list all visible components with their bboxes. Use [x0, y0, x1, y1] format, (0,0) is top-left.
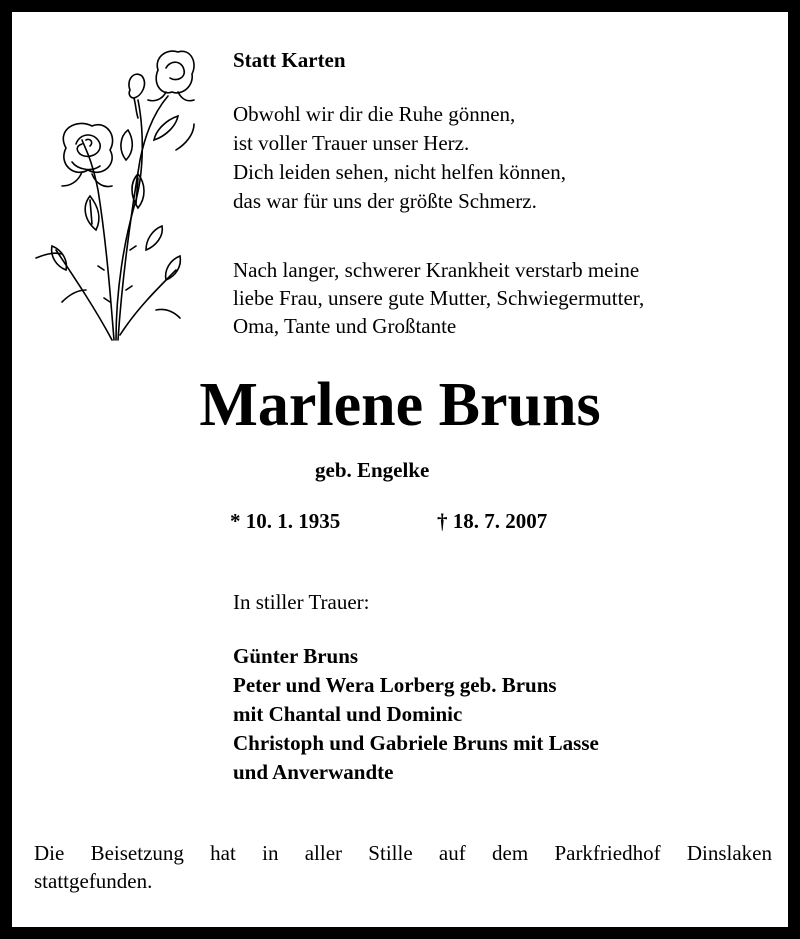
poem-line: Dich leiden sehen, nicht helfen können,: [233, 160, 566, 184]
mourner-line: Peter und Wera Lorberg geb. Bruns: [233, 673, 557, 697]
mourners-list: [233, 642, 599, 787]
intro-heading: Statt Karten: [233, 48, 346, 72]
mourner-line: und Anverwandte: [233, 760, 394, 784]
death-date: † 18. 7. 2007: [437, 509, 548, 533]
mourner-line: Christoph und Gabriele Bruns mit Lasse: [233, 731, 599, 755]
notice-line: Oma, Tante und Großtante: [233, 314, 457, 338]
mourner-line: Günter Bruns: [233, 644, 359, 668]
poem-line: ist voller Trauer unser Herz.: [233, 131, 470, 155]
burial-line: stattgefunden.: [34, 869, 153, 893]
notice-line: Nach langer, schwerer Krankheit verstarb meine: [233, 258, 640, 282]
rose-illustration: [26, 40, 206, 350]
burial-notice: [34, 839, 772, 895]
poem: [233, 100, 566, 216]
mourner-line: mit Chantal und Dominic: [233, 702, 463, 726]
mourning-label: In stiller Trauer:: [233, 590, 370, 614]
deceased-name: Marlene Bruns: [199, 371, 601, 439]
burial-line: Die Beisetzung hat in aller Stille auf dem Parkfriedhof Dinslaken: [34, 841, 772, 865]
notice-line: liebe Frau, unsere gute Mutter, Schwiegermutter,: [233, 286, 645, 310]
birth-date: * 10. 1. 1935: [230, 509, 341, 533]
maiden-name: geb. Engelke: [315, 458, 430, 482]
death-notice: [233, 256, 644, 340]
poem-line: Obwohl wir dir die Ruhe gönnen,: [233, 102, 516, 126]
poem-line: das war für uns der größte Schmerz.: [233, 189, 537, 213]
